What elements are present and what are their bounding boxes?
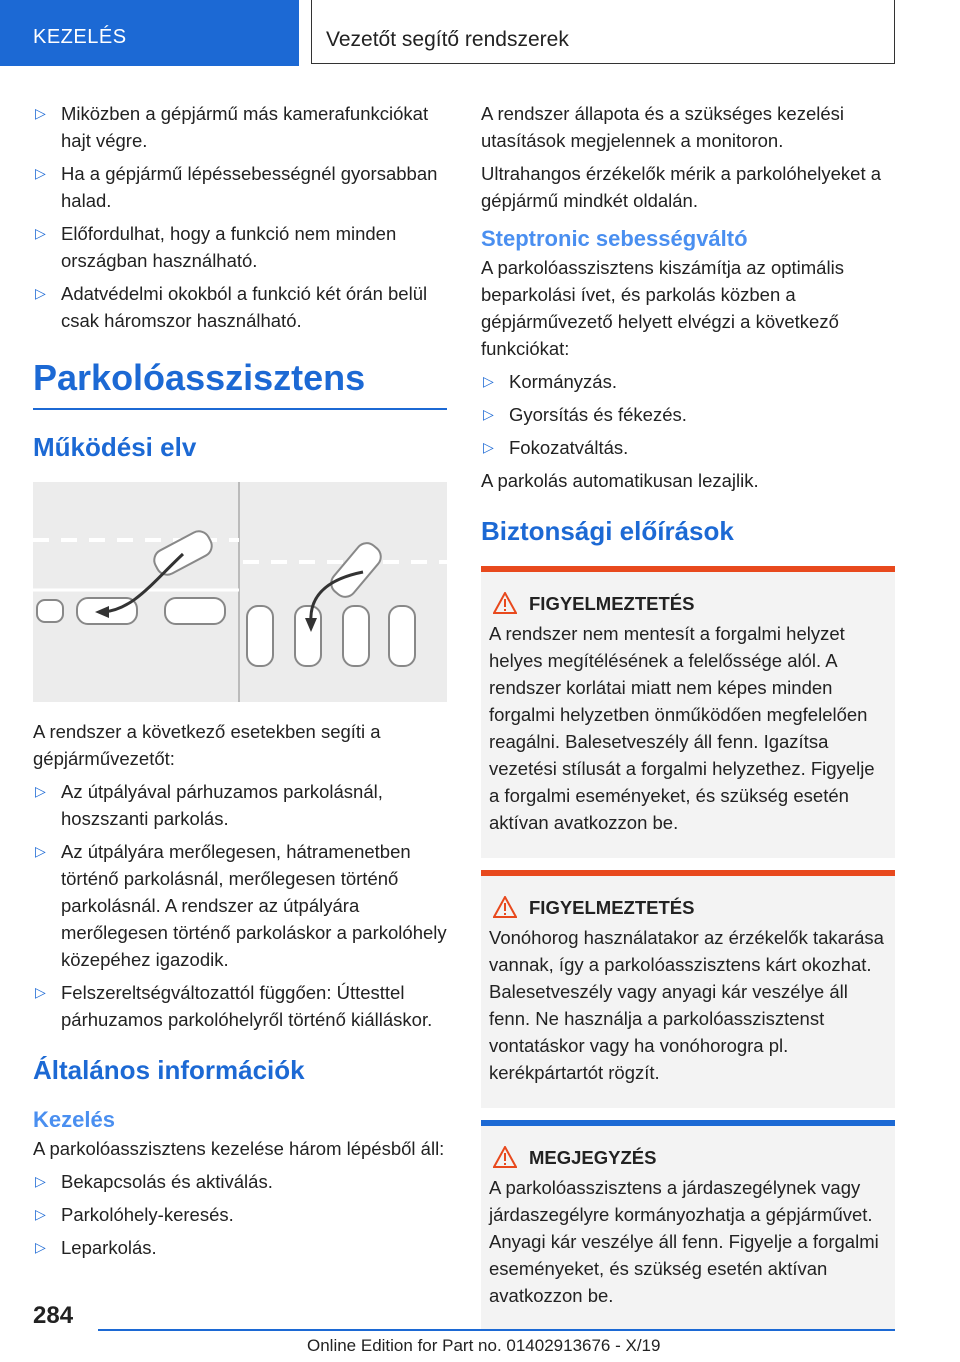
bullet-triangle-icon: ▷ bbox=[35, 1173, 46, 1189]
list-item: ▷ Kormányzás. bbox=[481, 368, 895, 395]
subsubsection-steptronic: Steptronic sebességváltó bbox=[481, 226, 748, 251]
list-item: ▷ Az útpályára merőlegesen, hátramenetben történő parkolásnál, merőlegesen történő parkolásnál. A rendszer az útpályára merőlegesen történő parkoláskor a parkolóhely közepéhez igazodik. bbox=[33, 838, 447, 973]
warning-triangle-icon bbox=[493, 1146, 517, 1168]
status-text: A rendszer állapota és a szükséges kezelési utasítások megjelennek a monitoron. bbox=[481, 103, 845, 151]
bullet-triangle-icon: ▷ bbox=[35, 105, 46, 121]
bullet-triangle-icon: ▷ bbox=[35, 1239, 46, 1255]
bullet-triangle-icon: ▷ bbox=[483, 406, 494, 422]
header-section-tab bbox=[0, 0, 299, 66]
list-item: ▷ Ha a gépjármű lépéssebességnél gyorsabban halad. bbox=[33, 160, 447, 214]
page-number: 284 bbox=[33, 1302, 74, 1329]
list-item: ▷ Fokozatváltás. bbox=[481, 434, 895, 461]
bullet-triangle-icon: ▷ bbox=[35, 783, 46, 799]
bullet-triangle-icon: ▷ bbox=[35, 225, 46, 241]
list-item: ▷ Az útpályával párhuzamos parkolásnál, hoszszanti parkolás. bbox=[33, 778, 447, 832]
right-column bbox=[481, 100, 895, 1343]
list-item: ▷ Leparkolás. bbox=[33, 1234, 447, 1261]
header-chapter-label: Vezetőt segítő rendszerek bbox=[326, 28, 569, 51]
left-column bbox=[33, 100, 447, 1267]
bullet-triangle-icon: ▷ bbox=[35, 165, 46, 181]
subsubsection-operation: Kezelés bbox=[33, 1107, 115, 1132]
header-chapter-box bbox=[311, 0, 895, 64]
warning-title: FIGYELMEZTETÉS bbox=[489, 894, 887, 922]
bullet-triangle-icon: ▷ bbox=[35, 843, 46, 859]
warning-title: FIGYELMEZTETÉS bbox=[489, 590, 887, 618]
warning-box bbox=[481, 566, 895, 858]
list-item: ▷ Gyorsítás és fékezés. bbox=[481, 401, 895, 428]
bullet-triangle-icon: ▷ bbox=[35, 1206, 46, 1222]
note-text: A parkolóasszisztens a járdaszegélynek vagy járdaszegélyre kormányozhatja a gépjárművet. Anyagi kár veszélye áll fenn. Figyelje a forgalmi eseményeket, és szükség esetén aktívan avatkozzon be. bbox=[489, 1177, 879, 1306]
warning-text: A rendszer nem mentesít a forgalmi helyzet helyes megítélésének a felelőssége alól. A rendszer korlátai miatt nem képes minden forgalmi helyzetben önműködően megfelelően reagálni. Balesetveszély áll fenn. Igazítsa vezetési stílusát a forgalmi helyzethez. Figyelje a forgalmi eseményeket, és szükség esetén aktívan avatkozzon be. bbox=[489, 623, 875, 833]
steptronic-after-text: A parkolás automatikusan lezajlik. bbox=[481, 470, 759, 491]
note-box bbox=[481, 1120, 895, 1331]
list-item: ▷ Felszereltségváltozattól függően: Úttesttel párhuzamos parkolóhelyről történő kiálláskor. bbox=[33, 979, 447, 1033]
edition-text: Online Edition for Part no. 01402913676 - X/19 bbox=[307, 1336, 661, 1355]
note-title: MEGJEGYZÉS bbox=[489, 1144, 887, 1172]
subsection-principle: Működési elv bbox=[33, 432, 197, 462]
header-section-label: KEZELÉS bbox=[33, 26, 127, 48]
operation-text: A parkolóasszisztens kezelése három lépésből áll: bbox=[33, 1138, 445, 1159]
steptronic-text: A parkolóasszisztens kiszámítja az optimális beparkolási ívet, és parkolás közben a gépjárművezető helyett elvégzi a következő funkciókat: bbox=[481, 257, 844, 359]
bullet-triangle-icon: ▷ bbox=[483, 373, 494, 389]
parking-illustration bbox=[33, 482, 447, 702]
section-title: Parkolóasszisztens bbox=[33, 356, 447, 410]
bullet-triangle-icon: ▷ bbox=[35, 984, 46, 1000]
bullet-triangle-icon: ▷ bbox=[35, 285, 46, 301]
list-item: ▷ Parkolóhely-keresés. bbox=[33, 1201, 447, 1228]
warning-triangle-icon bbox=[493, 896, 517, 918]
warning-box bbox=[481, 870, 895, 1108]
subsection-safety: Biztonsági előírások bbox=[481, 516, 734, 546]
list-item: ▷ Adatvédelmi okokból a funkció két órán belül csak háromszor használható. bbox=[33, 280, 447, 334]
footer-divider bbox=[98, 1329, 895, 1331]
list-item: ▷ Előfordulhat, hogy a funkció nem minden országban használható. bbox=[33, 220, 447, 274]
list-item: ▷ Miközben a gépjármű más kamerafunkciókat hajt végre. bbox=[33, 100, 447, 154]
sensor-text: Ultrahangos érzékelők mérik a parkolóhelyeket a gépjármű mindkét oldalán. bbox=[481, 163, 882, 211]
list-item: ▷ Bekapcsolás és aktiválás. bbox=[33, 1168, 447, 1195]
subsection-general: Általános információk bbox=[33, 1055, 305, 1085]
warning-triangle-icon bbox=[493, 592, 517, 614]
warning-text: Vonóhorog használatakor az érzékelők takarása vannak, így a parkolóasszisztens kárt okozhat. Balesetveszély vagy anyagi kár veszélye áll fenn. Ne használja a parkolóasszisztenst vontatáskor vagy ha vonóhorogra pl. kerékpártartót rögzít. bbox=[489, 927, 884, 1083]
bullet-triangle-icon: ▷ bbox=[483, 439, 494, 455]
principle-text: A rendszer a következő esetekben segíti a gépjárművezetőt: bbox=[33, 721, 381, 769]
